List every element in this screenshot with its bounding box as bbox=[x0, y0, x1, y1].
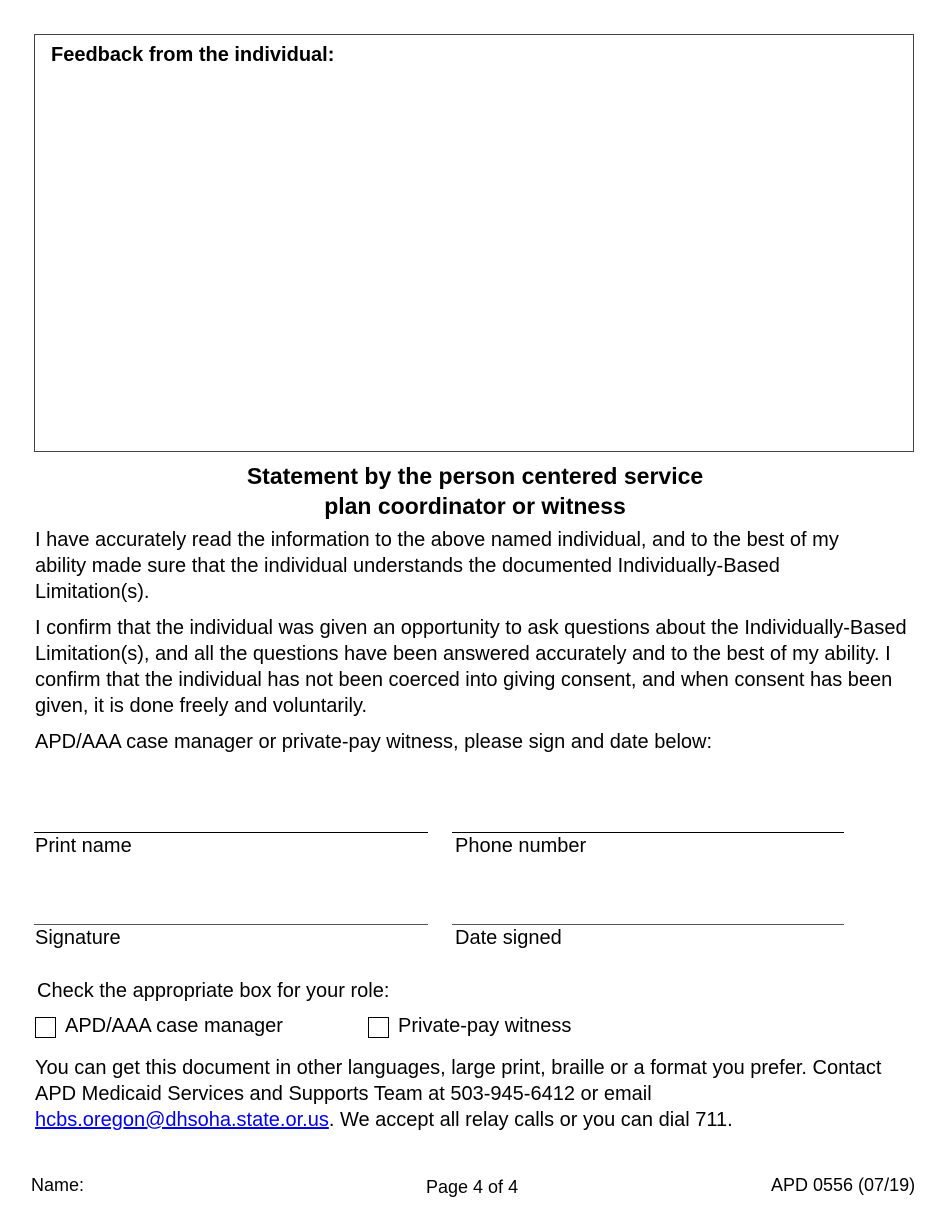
feedback-box bbox=[34, 34, 914, 452]
statement-paragraph-1: I have accurately read the information to the above named individual, and to the best of my ability made sure that the individual understands the documented Individually-Based Limitation(s). bbox=[35, 529, 839, 603]
private-pay-checkbox[interactable] bbox=[368, 1017, 389, 1038]
case-manager-label: APD/AAA case manager bbox=[65, 1015, 283, 1037]
phone-number-line[interactable] bbox=[452, 832, 844, 833]
print-name-label: Print name bbox=[35, 835, 132, 857]
statement-title-line-1: Statement by the person centered service bbox=[246, 463, 704, 489]
sign-instruction: APD/AAA case manager or private-pay witness, please sign and date below: bbox=[35, 731, 713, 753]
form-id: APD 0556 (07/19) bbox=[771, 1175, 916, 1195]
feedback-label: Feedback from the individual: bbox=[51, 44, 335, 66]
signature-line[interactable] bbox=[34, 924, 428, 925]
private-pay-label: Private-pay witness bbox=[398, 1015, 572, 1037]
role-prompt: Check the appropriate box for your role: bbox=[37, 980, 390, 1002]
accessibility-text-before: You can get this document in other languages, large print, braille or a format you prefer. Contact APD Medicaid Services and Supports Team at 503-945-6412 or email bbox=[35, 1057, 882, 1105]
statement-paragraph-2: I confirm that the individual was given an opportunity to ask questions about the Individually-Based Limitation(s), and all the questions have been answered accurately and to the best of my ability. I confirm that the individual has not been coerced into giving consent, and when consent has been given, it is done freely and voluntarily. bbox=[35, 617, 907, 717]
case-manager-checkbox[interactable] bbox=[35, 1017, 56, 1038]
accessibility-notice bbox=[35, 1055, 905, 1133]
accessibility-text-after: . We accept all relay calls or you can dial 711. bbox=[328, 1109, 733, 1131]
page-number: Page 4 of 4 bbox=[426, 1177, 519, 1197]
signature-label: Signature bbox=[35, 927, 121, 949]
date-signed-label: Date signed bbox=[455, 927, 562, 949]
email-link[interactable]: hcbs.oregon@dhsoha.state.or.us bbox=[35, 1109, 329, 1131]
date-signed-line[interactable] bbox=[452, 924, 844, 925]
phone-number-label: Phone number bbox=[455, 835, 587, 857]
print-name-line[interactable] bbox=[34, 832, 428, 833]
footer-name-label: Name: bbox=[31, 1175, 85, 1195]
feedback-text-area[interactable] bbox=[41, 75, 907, 445]
statement-title-line-2: plan coordinator or witness bbox=[324, 493, 626, 519]
